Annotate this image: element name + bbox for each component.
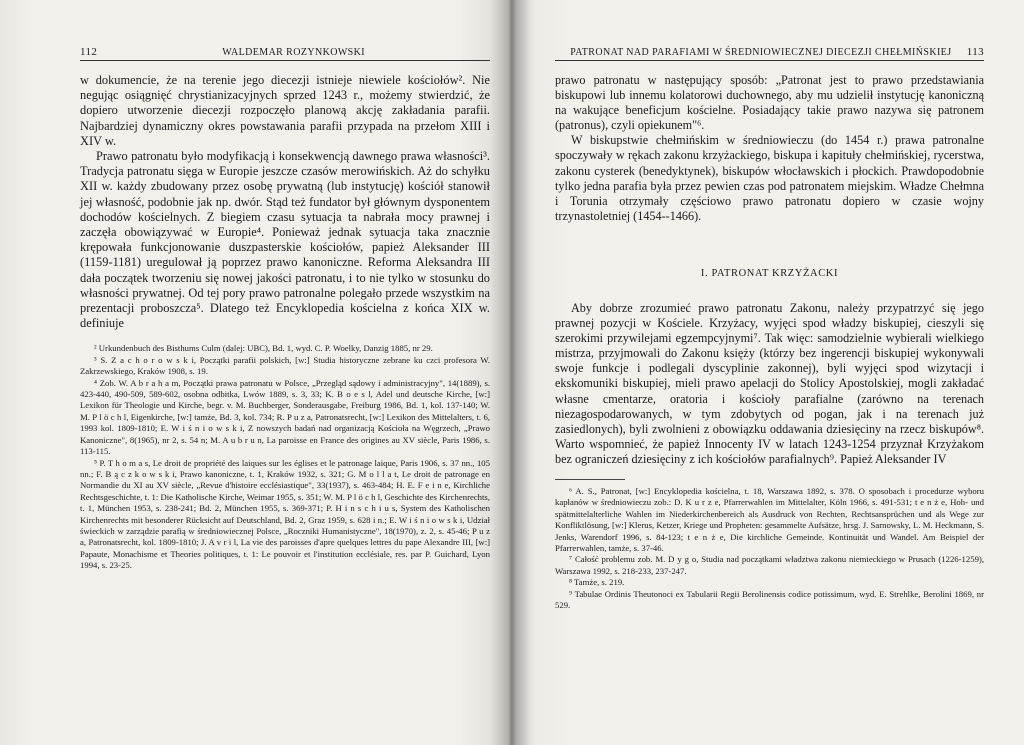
section-heading: I. PATRONAT KRZYŻACKI <box>700 267 839 279</box>
left-paragraph-1: w dokumencie, że na terenie jego diecezji istnieje niewiele kościołów². Nie negując osiągnięć chrystianizacyjnych sprzed 1243 r., możemy stwierdzić, że dopiero utworzenie diecezji rozpoczęło planową akcję zakładania parafii. Najbardziej dynamiczny okres powstawania parafii przypada na przełom XIII i XIV w. <box>80 73 490 148</box>
footnote-9: ⁹ Tabulae Ordinis Theutonoci ex Tabularii Regii Berolinensis codice potissimum, wyd. E. Strehlke, Berolini 1869, nr 529. <box>555 588 984 611</box>
footnote-2: ² Urkundenbuch des Bisthums Culm (dalej: UBC), Bd. 1, wyd. C. P. Woelky, Danzig 1885, nr 29. <box>94 343 433 354</box>
book-gutter <box>490 0 534 745</box>
right-running-head <box>555 46 984 61</box>
footnote-5: ⁵ P. T h o m a s, Le droit de propriété des laiques sur les églises et le patronage laique, Paris 1906, s. 37 nn., 105 nn.; F. B ą c z k o w s k i, Prawo kanoniczne, t. 1, Kraków 1932, s. 321; G. M o l l a t, Le droit de patronage en Normandie du XI au XV siècle, „Revue d'histoire ecclésiastique", 33(1937), s. 463-484; H. E. F e i n e, Kirchliche Rechtsgeschichte, t. 1: Die Katholische Kirche, Weimar 1955, s. 351; W. M. P l ö c h l, Geschichte des Kirchenrechts, t. 1, München 1953, s. 238-241; Bd. 2, München 1955, s. 369-371; P. H i n s c h i u s, System des Katholischen Kirchenrechts mit besonderer Rücksicht auf Deutschland, Bd. 2, Graz 1959, s. 628 i n.; E. W i ś n i o w s k i, Udział świeckich w zarządzie parafią w średniowiecznej Polsce, „Roczniki Humanistyczne", 18(1970), z. 2, s. 45-46; P u z a, Patronatsrecht, kol. 1809-1810; J. A v r i l, La vie des paroisses d'apre quelques lettres du pape Alexandre III, [w:] Papaute, Monachisme et Theories politiques, t. 1: Le pouvoir et l'institution ecclésiale, res. par P. Guichard, Lyon 1994, s. 23-25. <box>80 457 490 571</box>
footnote-4: ⁴ Zob. W. A b r a h a m, Początki prawa patronatu w Polsce, „Przegląd sądowy i administracyjny", 14(1889), s. 423-440, 490-509, 589-602, osobna odbitka, Lwów 1889, s. 3, 33; K. B o e s l, Adel und deutsche Kirche, [w:] Lexikon für Theologie und Kirche, begr. v. M. Buchberger, Sonderausgabe, Freiburg 1986, Bd. 1, kol. 137-140; W. M. P l ö c h l, Eigenkirche, [w:] tamże, Bd. 3, kol. 734; R. P u z a, Patronatsrecht, [w:] Lexikon des Mittelalters, t. 6, 1993 kol. 1809-1810; E. W i ś n i o w s k i, Z nowszych badań nad organizacją Kościoła na Węgrzech, „Prawo Kanoniczne", 8(1965), nr 2, s. 54 n; M. A u b r u n, La paroisse en France des origines au XV siècle, Paris 1986, s. 113-115. <box>80 377 490 457</box>
right-paragraph-2: W biskupstwie chełmińskim w średniowieczu (do 1454 r.) prawa patronalne spoczywały w rękach zakonu krzyżackiego, biskupa i kapituły chełmińskiej, rycerstwa, zakonu cysterek (benedyktynek), biskupów włocławskich i płockich. Prawdopodobnie tylko jedna parafia była przez pewien czas pod patronatem miejskim. Władze Chełmna i Torunia otrzymały częściowo prawo patronatu dopiero w czasie wojny trzynastoletniej (1454--1466). <box>555 133 984 223</box>
right-paragraph-3: Aby dobrze zrozumieć prawo patronatu Zakonu, należy przypatrzyć się jego prawnej pozycji w Kościele. Krzyżacy, wyjęci spod władzy biskupiej, cieszyli się szerokimi przywilejami egzempcyjnymi⁷. Tak więc: samodzielnie wybierali wielkiego mistrza, przyjmowali do Zakonu księży (którzy bez ingerencji biskupiej wykonywali swoje funkcje i podlegali dyscyplinie zakonnej), byli wyjęci spod wizytacji i ekskomuniki biskupiej, mieli prawo apelacji do Stolicy Apostolskiej, mogli zakładać własne cmentarze, oratoria i kościoły parafialne (zarówno na terenach niezagospodarowanych, w tym zdobytych od pogan, jak i na terenach już zasiedlonych), byli zwolnieni z obowiązku oddawania dziesięciny na rzecz biskupów⁸. Warto wspomnieć, że papież Innocenty IV w latach 1243-1254 przyznał Krzyżakom bez ograniczeń dziesięciny z ich kościołów parafialnych⁹. Papież Aleksander IV <box>555 300 984 466</box>
right-body-text <box>555 73 984 467</box>
left-running-title: WALDEMAR ROZYNKOWSKI <box>222 47 365 58</box>
right-footnotes <box>555 479 984 611</box>
right-page <box>510 0 1024 745</box>
footnote-rule <box>555 479 625 480</box>
left-page-number: 112 <box>80 46 98 58</box>
left-running-head <box>80 46 490 61</box>
left-paragraph-2: Prawo patronatu było modyfikacją i konsekwencją dawnego prawa własności³. Tradycja patronatu sięga w Europie jeszcze czasów merowińskich. Aż do schyłku XII w. każdy zbudowany przez osobę prywatną (lub instytucję) kościół stanowił jej własność, podobnie jak np. dwór. Stąd też fundator był głównym dysponentem dochodów kościelnych. Z biegiem czasu sytuacja ta nabrała mocy prawnej i zaczęła obowiązywać w Europie⁴. Ponieważ jednak sytuacja taka znacznie krępowała funkcjonowanie duszpasterskie kościołów, papież Aleksander III (1159-1181) uregulował ją poprzez prawo kanoniczne. Reforma Aleksandra III dała początek tworzeniu się nowej jakości patronatu, i to nie tylko w stosunku do własności prywatnej. Od tej pory prawo patronalne polegało przede wszystkim na prezentacji proboszcza⁵. Dlatego też Encyklopedia kościelna z końca XIX w. definiuje <box>80 149 490 331</box>
footnote-7: ⁷ Całość problemu zob. M. D y g o, Studia nad początkami władztwa zakonu niemieckiego w Prusach (1226-1259), Warszawa 1992, s. 218-233, 237-247. <box>555 554 984 576</box>
footnote-8: ⁸ Tamże, s. 219. <box>569 577 625 588</box>
right-running-title: PATRONAT NAD PARAFIAMI W ŚREDNIOWIECZNEJ DIECEZJI CHEŁMIŃSKIEJ <box>570 47 952 58</box>
right-page-number: 113 <box>966 46 984 58</box>
footnote-3: ³ S. Z a c h o r o w s k i, Początki parafii polskich, [w:] Studia historyczne zebrane ku czci profesora W. Zakrzewskiego, Kraków 1908, s. 19. <box>80 354 490 377</box>
left-body-text <box>80 73 490 331</box>
left-footnotes <box>80 343 490 571</box>
right-paragraph-1: prawo patronatu w następujący sposób: „Patronat jest to prawo przedstawiania biskupowi lub innemu kolatorowi duchownego, aby mu udzielił instytucję kanoniczną na wakujące beneficjum kościelne. Posiadający takie prawo nazywa się patronem (patronus), czyli opiekunem"⁶. <box>555 73 984 133</box>
footnote-6: ⁶ A. S., Patronat, [w:] Encyklopedia kościelna, t. 18, Warszawa 1892, s. 378. O sposobach i procedurze wyboru kapłanów w średniowieczu zob.: D. K u r z e, Pfarrerwahlen im Mittelalter, Köln 1966, s. 491-531; t e n ż e, Hoh- und spätmittelalterliche Wahlen im Niederkirchenbereich als Ausdruck von Rechten, Rechtsansprüchen und als Wege zur Konfliktlösung, [w:] Klerus, Ketzer, Kriege und Propheten: gesammelte Aufsätze, hrsg. J. Sarnowsky, L. M. Heckmann, S. Jenks, Warendorf 1996, s. 84-123; t e n ż e, Die kirchliche Gemeinde. Kontinuität und Wandel. Am Beispiel der Pfarrerwahlen, tamże, s. 37-46. <box>555 485 984 553</box>
left-page <box>0 0 510 745</box>
